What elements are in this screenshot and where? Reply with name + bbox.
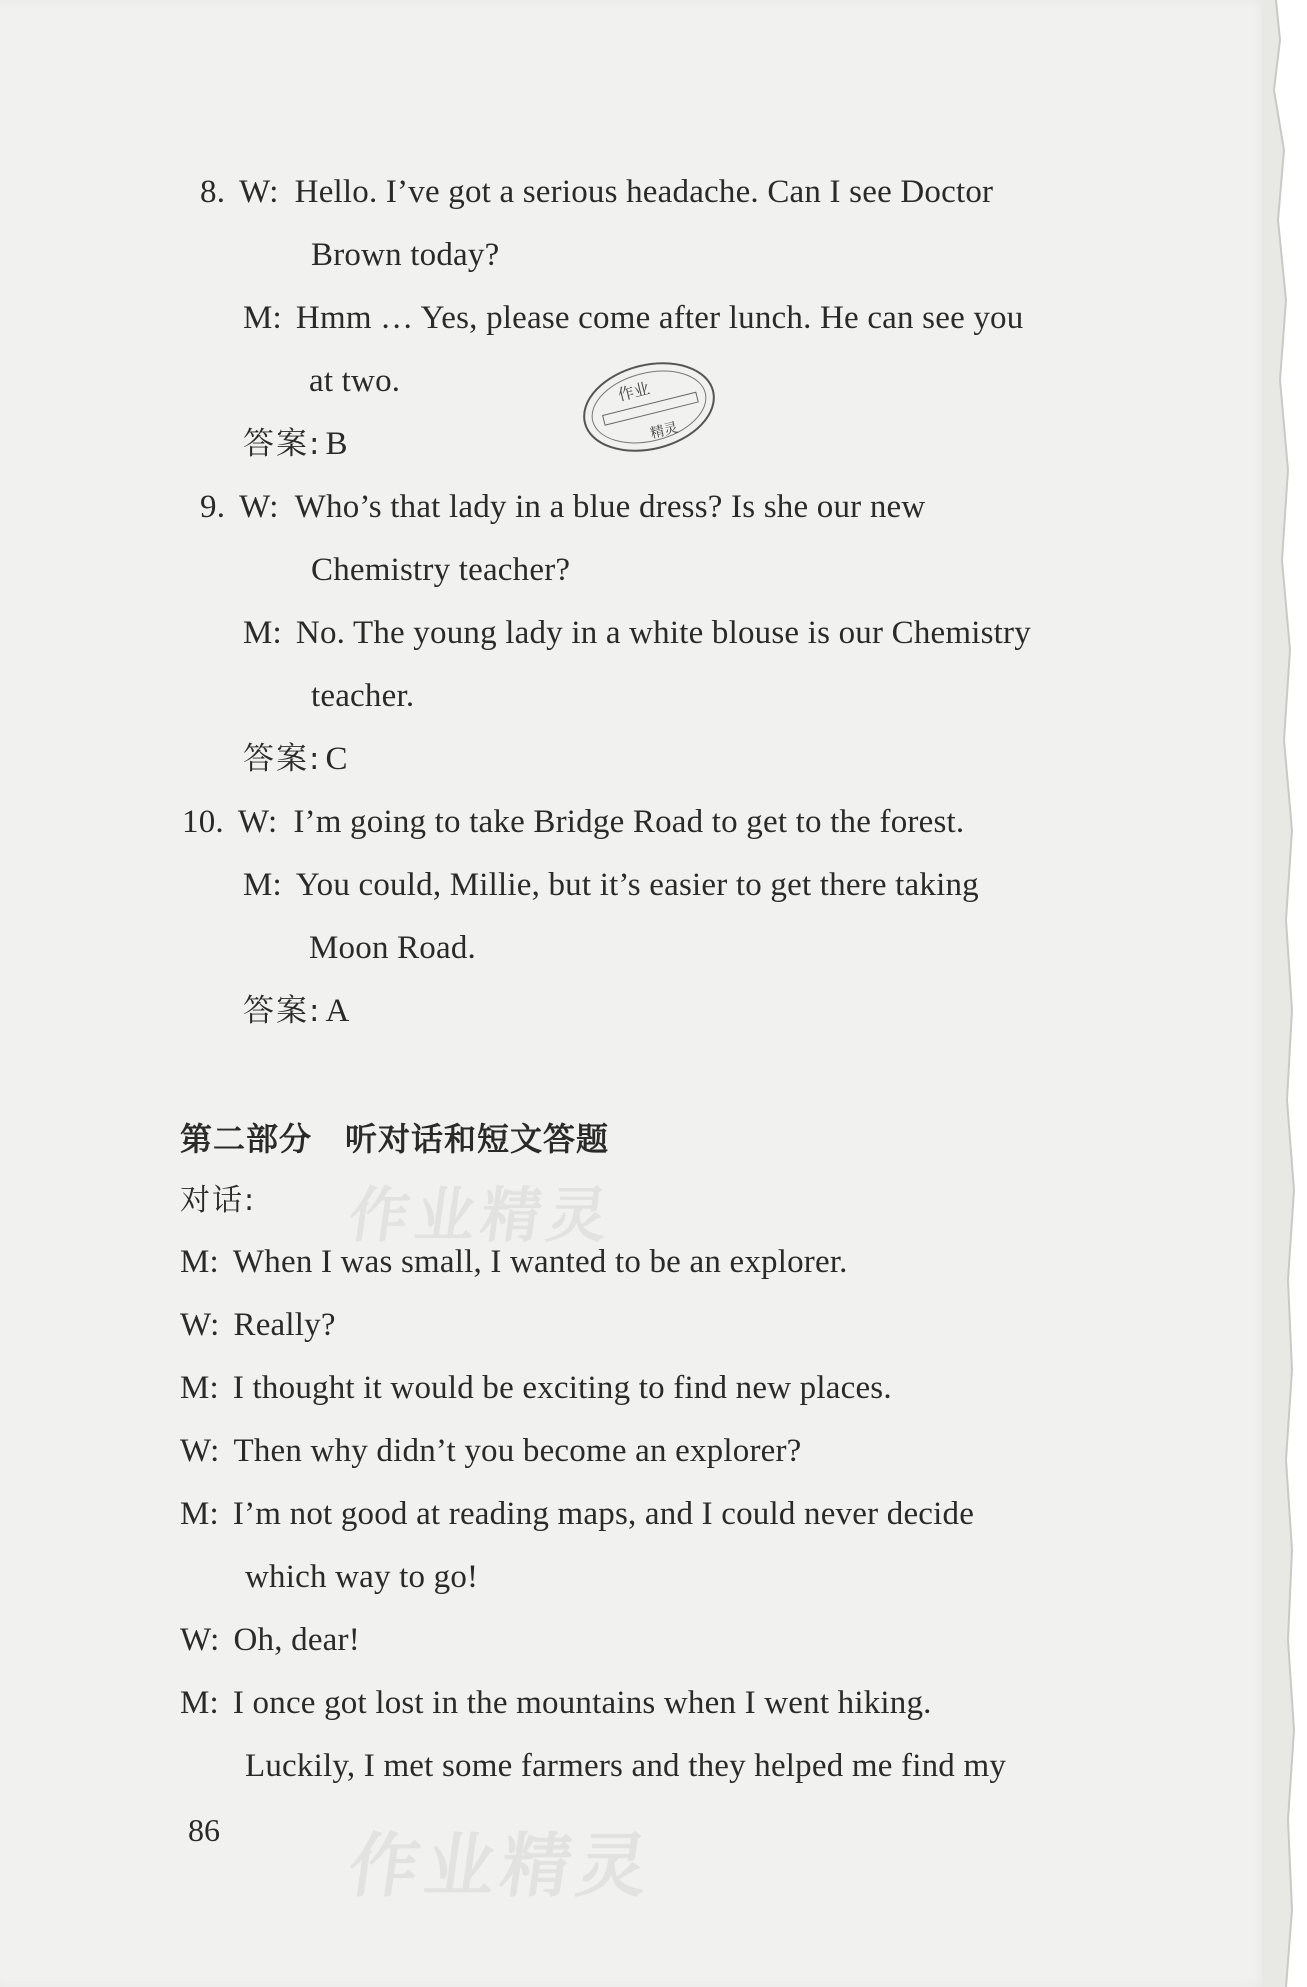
speaker-label: M: — [243, 867, 282, 903]
dialogue-turn-1 — [180, 1242, 848, 1282]
dialogue-text: Moon Road. — [309, 930, 476, 966]
item-9-m-line-2 — [311, 676, 414, 716]
item-9-answer — [243, 739, 347, 779]
item-number: 10. — [182, 804, 224, 840]
dialogue-text: Luckily, I met some farmers and they helped me find my — [245, 1748, 1007, 1784]
item-9-w-line-2 — [311, 550, 570, 590]
item-number: 8. — [200, 174, 226, 210]
item-9-m-line-1 — [243, 613, 1031, 653]
dialogue-turn-3 — [180, 1368, 892, 1408]
dialogue-text: which way to go! — [245, 1559, 479, 1595]
dialogue-turn-5 — [180, 1494, 974, 1534]
dialogue-turn-5-line-2 — [245, 1557, 478, 1597]
speaker-label: W: — [237, 804, 278, 840]
item-8-m-line-1 — [243, 298, 1023, 338]
dialogue-text: Chemistry teacher? — [311, 552, 571, 588]
item-10-w-line-1 — [182, 802, 964, 842]
answer-value: B — [325, 426, 348, 462]
torn-page-edge — [1262, 0, 1307, 1987]
dialogue-text: I once got lost in the mountains when I went hiking. — [232, 1685, 932, 1721]
dialogue-text: Then why didn’t you become an explorer? — [233, 1433, 802, 1469]
dialogue-turn-6 — [180, 1620, 360, 1660]
section-title: 第二部分 听对话和短文答题 — [180, 1120, 610, 1158]
dialogue-turn-7-line-2 — [245, 1746, 1006, 1786]
dialogue-text: at two. — [309, 363, 401, 399]
speaker-label: M: — [180, 1370, 219, 1406]
speaker-label: M: — [180, 1685, 219, 1721]
item-number: 9. — [200, 489, 226, 525]
speaker-label: W: — [180, 1622, 220, 1658]
dialogue-text: teacher. — [311, 678, 415, 714]
dialogue-text: I’m going to take Bridge Road to get to the forest. — [293, 804, 965, 840]
watermark: 作业精灵 — [344, 1181, 619, 1251]
item-10-m-line-2 — [309, 928, 476, 968]
item-8-w-line-2 — [311, 235, 499, 275]
dialogue-turn-2 — [180, 1305, 336, 1345]
item-8-w-line-1 — [200, 172, 993, 212]
answer-value: A — [325, 993, 350, 1029]
speaker-label: W: — [239, 489, 279, 525]
page-number: 86 — [188, 1812, 220, 1848]
speaker-label: M: — [180, 1244, 219, 1280]
dialogue-text: Really? — [233, 1307, 336, 1343]
dialogue-text: No. The young lady in a white blouse is our Chemistry — [295, 615, 1031, 651]
dialogue-turn-4 — [180, 1431, 802, 1471]
speaker-label: M: — [243, 615, 282, 651]
dialogue-text: Hmm … Yes, please come after lunch. He can see you — [295, 300, 1024, 336]
speaker-label: W: — [180, 1307, 220, 1343]
stamp-top-text: 作业 — [616, 378, 652, 405]
speaker-label: M: — [243, 300, 282, 336]
answer-label: 答案: — [243, 993, 322, 1029]
answer-label: 答案: — [243, 741, 322, 777]
watermark-bottom: 作业精灵 — [343, 1825, 659, 1907]
dialogue-text: I’m not good at reading maps, and I could never decide — [232, 1496, 975, 1532]
dialogue-text: Brown today? — [311, 237, 500, 273]
speaker-label: W: — [180, 1433, 220, 1469]
dialogue-text: Hello. I’ve got a serious headache. Can I see Doctor — [294, 174, 994, 210]
item-8-answer — [243, 424, 347, 464]
dialogue-text: Who’s that lady in a blue dress? Is she our new — [294, 489, 926, 525]
item-10-m-line-1 — [243, 865, 979, 905]
answer-value: C — [325, 741, 348, 777]
stamp-bottom-text: 精灵 — [648, 419, 680, 443]
homework-elf-stamp-logo — [574, 352, 724, 462]
dialogue-turn-7 — [180, 1683, 932, 1723]
item-9-w-line-1 — [200, 487, 925, 527]
dialogue-text: You could, Millie, but it’s easier to get there taking — [295, 867, 979, 903]
speaker-label: W: — [239, 174, 279, 210]
dialogue-label: 对话: — [180, 1183, 257, 1218]
answer-label: 答案: — [243, 426, 322, 462]
item-8-m-line-2 — [309, 361, 400, 401]
dialogue-text: I thought it would be exciting to find new places. — [232, 1370, 892, 1406]
dialogue-text: Oh, dear! — [233, 1622, 360, 1658]
dialogue-text: When I was small, I wanted to be an explorer. — [232, 1244, 848, 1280]
item-10-answer — [243, 991, 349, 1031]
speaker-label: M: — [180, 1496, 219, 1532]
